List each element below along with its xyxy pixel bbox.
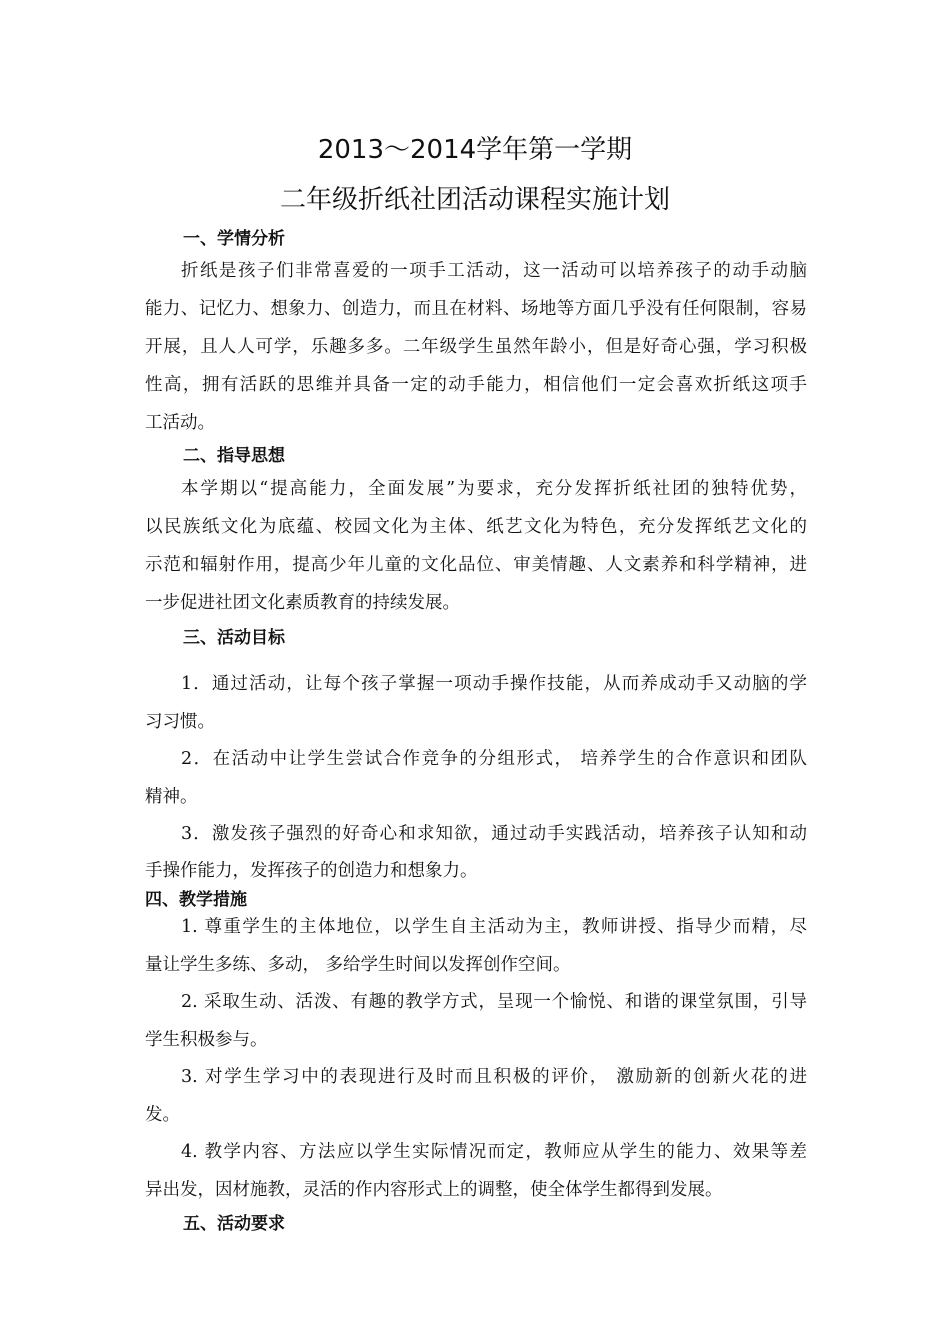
paragraph-line: 发。 — [145, 1105, 180, 1125]
paragraph-line: 2．在活动中让学生尝试合作竞争的分组形式， 培养学生的合作意识和团队 — [181, 749, 807, 769]
section-heading-requirements: 五、活动要求 — [183, 1214, 285, 1234]
paragraph-line: 异出发，因材施教，灵活的作内容形式上的调整，使全体学生都得到发展。 — [145, 1180, 723, 1200]
paragraph-line: 习习惯。 — [145, 712, 215, 732]
paragraph-line: 精神。 — [145, 787, 198, 807]
section-heading-goals: 三、活动目标 — [183, 628, 285, 648]
paragraph-line: 学生积极参与。 — [145, 1030, 268, 1050]
paragraph-line: 本学期以“提高能力，全面发展”为要求，充分发挥折纸社团的独特优势， — [181, 479, 807, 499]
paragraph-line: 3．激发孩子强烈的好奇心和求知欲，通过动手实践活动，培养孩子认知和动 — [181, 824, 807, 844]
paragraph-line: 折纸是孩子们非常喜爱的一项手工活动，这一活动可以培养孩子的动手动脑 — [181, 261, 807, 281]
paragraph-line: 开展，且人人可学，乐趣多多。二年级学生虽然年龄小，但是好奇心强，学习积极 — [145, 337, 807, 357]
doc-title-main: 二年级折纸社团活动课程实施计划 — [279, 185, 670, 215]
paragraph-line: 示范和辐射作用，提高少年儿童的文化品位、审美情趣、人文素养和科学精神，进 — [145, 555, 807, 575]
paragraph-line: 性高，拥有活跃的思维并具备一定的动手能力，相信他们一定会喜欢折纸这项手 — [145, 375, 807, 395]
doc-title-term: 2013～2014学年第一学期 — [317, 135, 633, 165]
paragraph-line: 4. 教学内容、方法应以学生实际情况而定，教师应从学生的能力、效果等差 — [181, 1142, 807, 1162]
paragraph-line: 1. 尊重学生的主体地位，以学生自主活动为主，教师讲授、指导少而精，尽 — [181, 917, 807, 937]
section-heading-analysis: 一、学情分析 — [183, 229, 285, 249]
paragraph-line: 工活动。 — [145, 413, 215, 433]
paragraph-line: 能力、记忆力、想象力、创造力，而且在材料、场地等方面几乎没有任何限制，容易 — [145, 299, 807, 319]
paragraph-line: 2. 采取生动、活泼、有趣的教学方式，呈现一个愉悦、和谐的课堂氛围，引导 — [181, 992, 807, 1012]
paragraph-line: 手操作能力，发挥孩子的创造力和想象力。 — [145, 861, 478, 881]
paragraph-line: 以民族纸文化为底蕴、校园文化为主体、纸艺文化为特色，充分发挥纸艺文化的 — [145, 517, 807, 537]
section-heading-guiding-ideology: 二、指导思想 — [183, 446, 285, 466]
section-heading-teaching-measures: 四、教学措施 — [145, 890, 247, 910]
paragraph-line: 1．通过活动，让每个孩子掌握一项动手操作技能，从而养成动手又动脑的学 — [181, 674, 807, 694]
paragraph-line: 3. 对学生学习中的表现进行及时而且积极的评价， 激励新的创新火花的进 — [181, 1067, 807, 1087]
paragraph-line: 一步促进社团文化素质教育的持续发展。 — [145, 593, 460, 613]
paragraph-line: 量让学生多练、多动， 多给学生时间以发挥创作空间。 — [145, 955, 571, 975]
